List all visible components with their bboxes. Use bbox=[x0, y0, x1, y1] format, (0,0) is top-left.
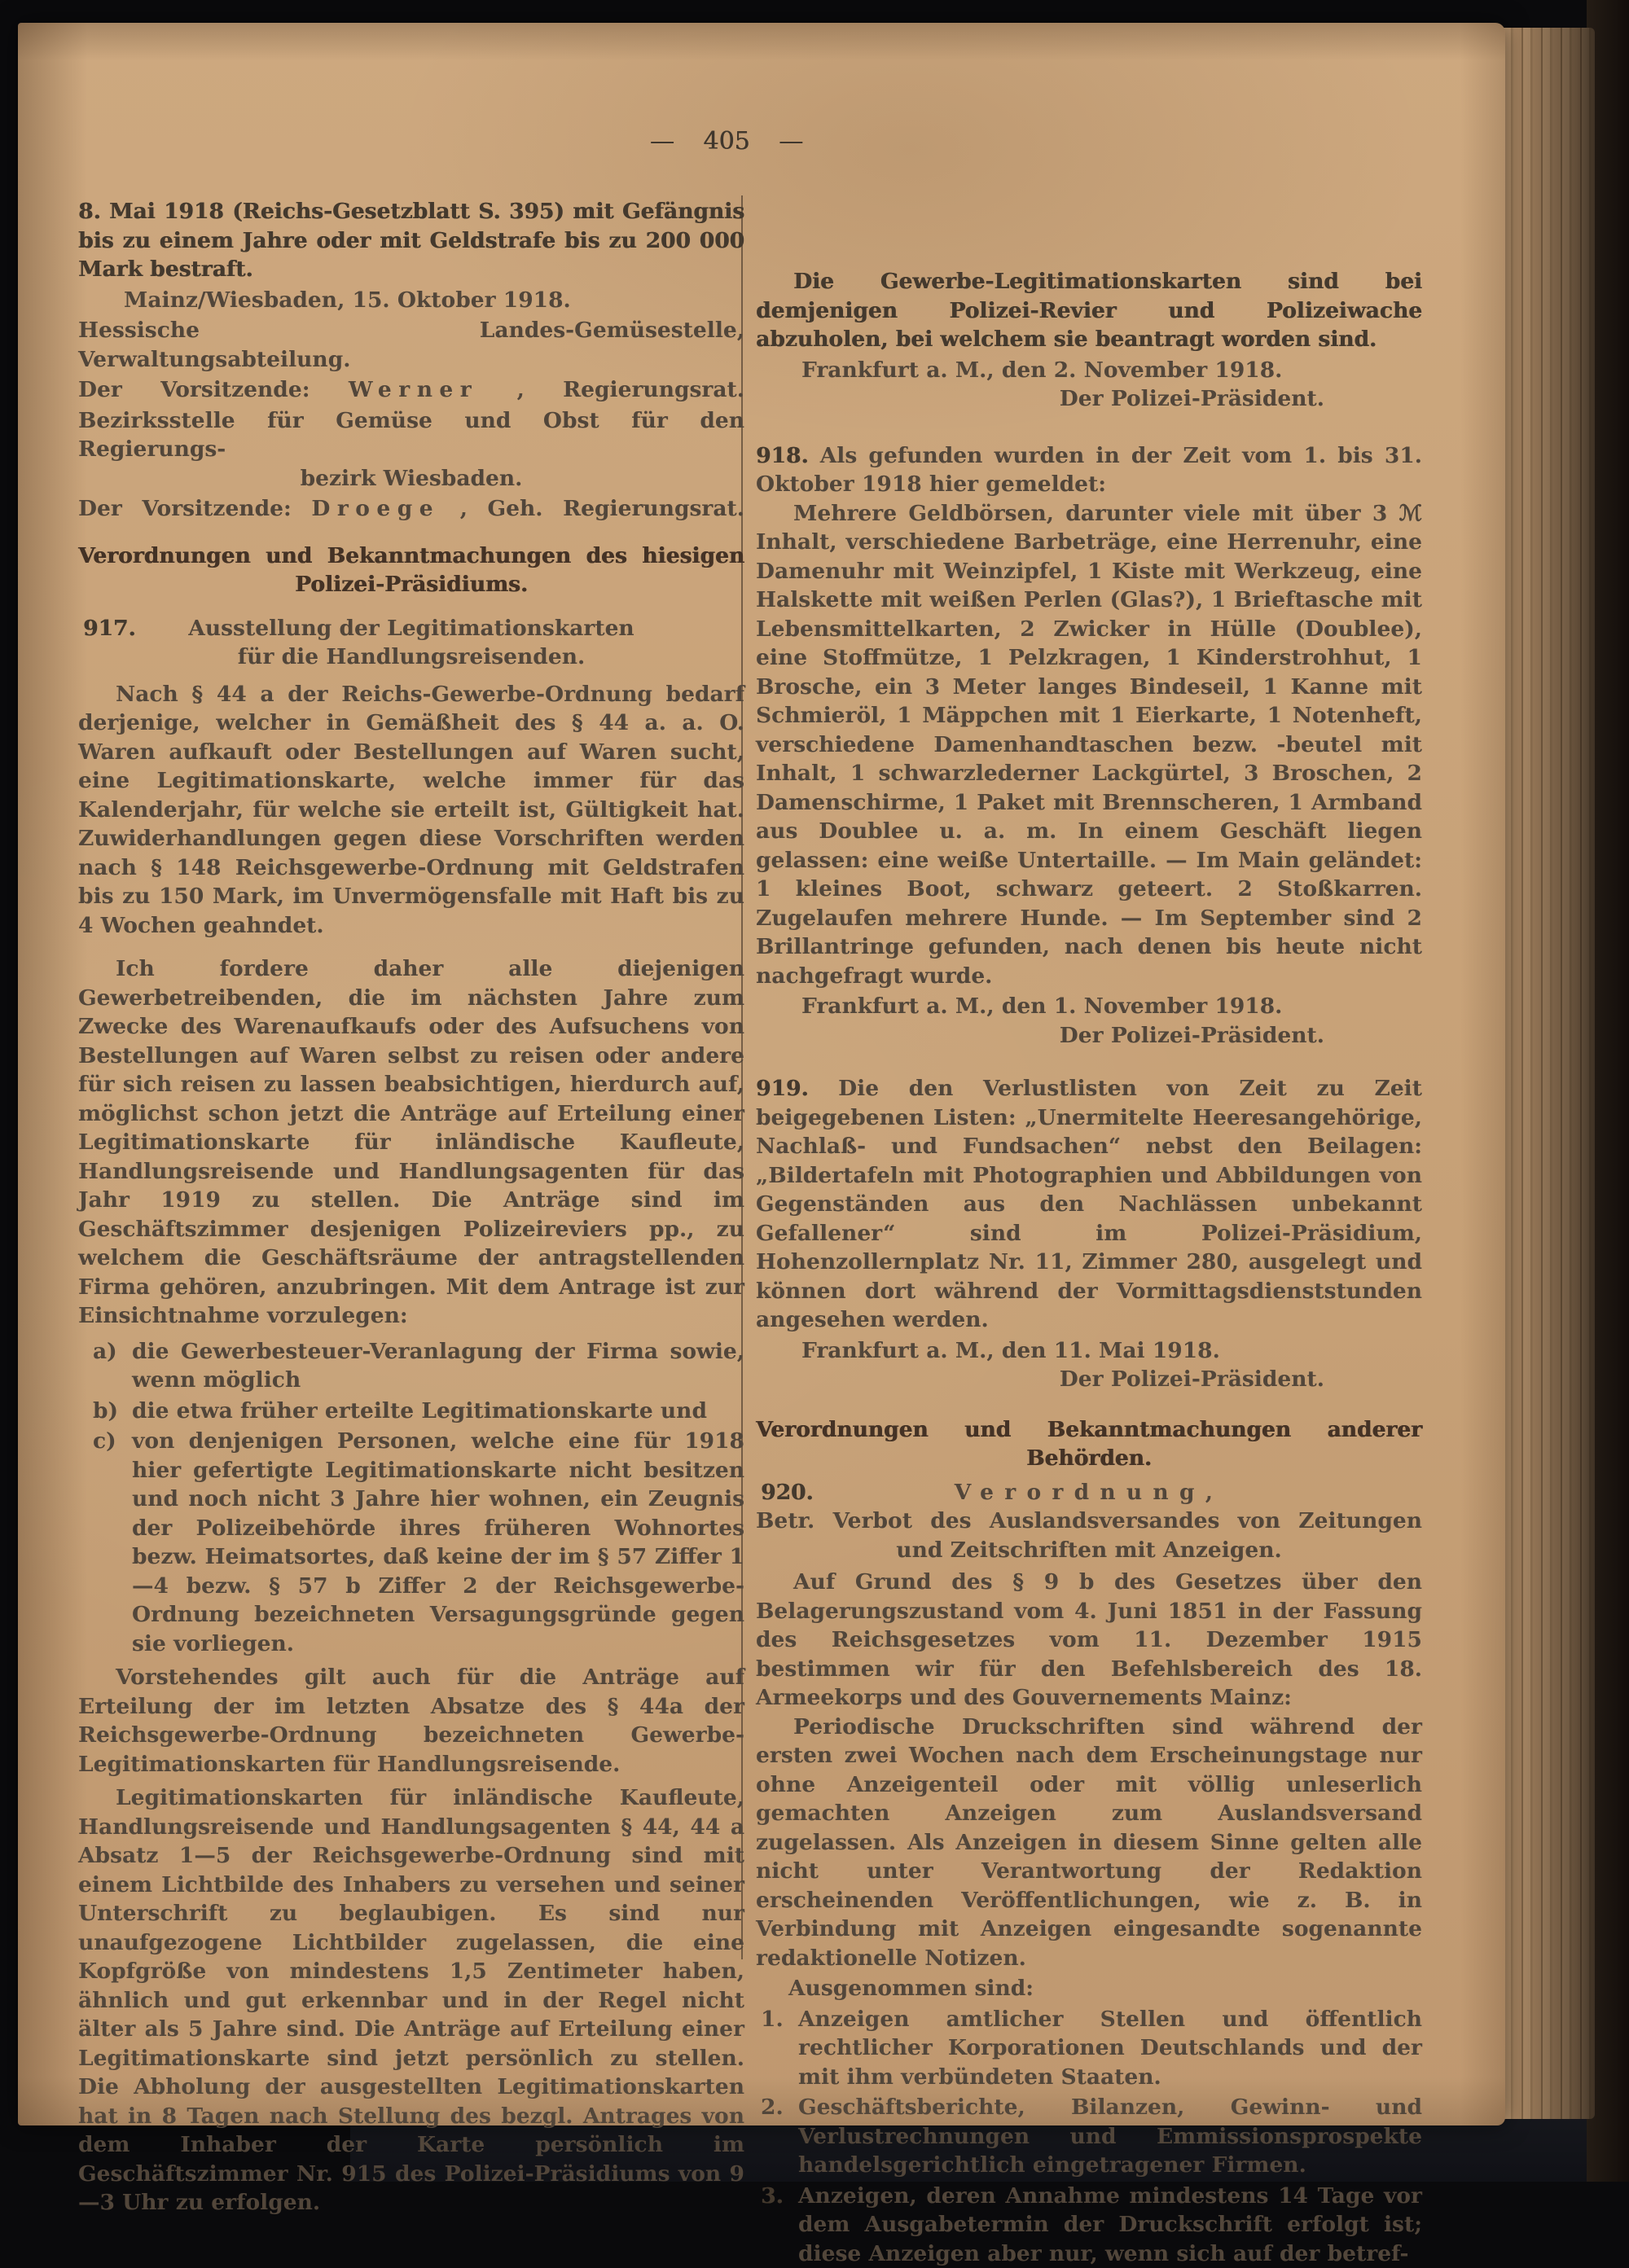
dateline-mainz: Mainz/Wiesbaden, 15. Oktober 1918. bbox=[78, 286, 744, 315]
item-917-paragraph-3: Vorstehendes gilt auch für die Anträge auf Erteilung der im letzten Absatze des § 44a der Reichsgewerbe-Ordnung bezeichneten Gewerbe-Legitimationskarten für Handlungsreisende. bbox=[78, 1663, 744, 1779]
item-920-number: 920. bbox=[761, 1478, 814, 1507]
item-917-paragraph-1: Nach § 44 a der Reichs-Gewerbe-Ordnung bedarf derjenige, welcher in Gemäßheit des § 44 a. a. O. Waren aufkauft oder Bestellungen auf Waren sucht, eine Legitimationskarte, welche immer für das Kalenderjahr, für welche sie erteilt ist, Gültigkeit hat. Zuwiderhandlungen gegen diese Vorschriften werden nach § 148 Reichsgewerbe-Ordnung mit Geldstrafen bis zu 150 Mark, im Unvermögensfalle mit Haft bis zu 4 Wochen geahndet. bbox=[78, 680, 744, 941]
item-920-header bbox=[756, 1478, 1422, 1507]
list-item-a bbox=[78, 1337, 744, 1395]
item-920-paragraph-a: Auf Grund des § 9 b des Gesetzes über den Belagerungszustand vom 4. Juni 1851 in der Fassung des Reichsgesetzes vom 11. Dezember 1915 bestimmen wir für den Befehlsbereich des 18. Armeekorps und des Gouvernements Mainz: bbox=[756, 1568, 1422, 1713]
exemption-marker: 1. bbox=[761, 2005, 784, 2034]
signature-werner bbox=[78, 375, 744, 405]
signature-polizei-praesident-1: Der Polizei-Präsident. bbox=[756, 384, 1422, 414]
exemption-item-3 bbox=[756, 2182, 1422, 2268]
item-919-number: 919. bbox=[756, 1076, 809, 1101]
signature-prefix: Der Vorsitzende: bbox=[78, 377, 310, 402]
item-917-paragraph-2: Ich fordere daher alle diejenigen Gewerbetreibenden, die im nächsten Jahre zum Zwecke des Warenaufkaufs oder des Aufsuchens von Bestellungen auf Waren selbst zu reisen oder andere für sich reisen zu lassen beabsichtigen, hierdurch auf, möglichst schon jetzt die Anträge auf Erteilung einer Legitimationskarte für inländische Kaufleute, Handlungsreisende und Handlungsagenten für das Jahr 1919 zu stellen. Die Anträge sind im Geschäftszimmer desjenigen Polizeireviers pp., zu welchem die Geschäftsräume der antragstellenden Firma gehören, anzubringen. Mit dem Antrage ist zur Einsichtnahme vorzulegen: bbox=[78, 954, 744, 1331]
item-918-intro: Als gefunden wurden in der Zeit vom 1. bis 31. Oktober 1918 hier gemeldet: bbox=[756, 443, 1422, 498]
signature-suffix: , Geh. Regierungsrat. bbox=[460, 496, 744, 521]
item-920-betr-line1: Betr. Verbot des Auslandsversandes von Zeitungen bbox=[756, 1507, 1422, 1536]
item-918-body: Mehrere Geldbörsen, darunter viele mit über 3 ℳ Inhalt, verschiedene Barbeträge, eine Herrenuhr, eine Damenuhr mit Weinzipfel, 1 Kiste mit Werkzeug, eine Halskette mit weißen Perlen (Glas?), 1 Brieftasche mit Lebensmittelkarten, 2 Zwicker in Hülle (Doublee), eine Stoffmütze, 1 Pelzkragen, 1 Kinderstrohhut, 1 Brosche, ein 3 Meter langes Bindeseil, 1 Kanne mit Schmieröl, 1 Mäppchen mit 1 Eierkarte, 1 Notenheft, verschiedene Damenhandtaschen bezw. -beutel mit Inhalt, 1 schwarzlederner Lackgürtel, 3 Broschen, 2 Damenschirme, 1 Paket mit Brennscheren, 1 Armband aus Doublee u. a. m. In einem Geschäft liegen gelassen: eine weiße Untertaille. — Im Main geländet: 1 kleines Boot, schwarz geteert. 2 Stoßkarren. Zugelaufen mehrere Hunde. — Im September sind 2 Brillantringe gefunden, nach denen bis heute nicht nachgefragt wurde. bbox=[756, 499, 1422, 991]
list-item-c bbox=[78, 1427, 744, 1658]
item-917-title-line1: Ausstellung der Legitimationskarten bbox=[78, 614, 744, 643]
signature-prefix: Der Vorsitzende: bbox=[78, 496, 292, 521]
item-920-paragraph-b: Periodische Druckschriften sind während der ersten zwei Wochen nach dem Erscheinungstage nur ohne Anzeigenteil oder mit völlig unleserlich gemachten Anzeigen zum Auslandsversand zugelassen. Als Anzeigen in diesem Sinne gelten alle nicht unter Verantwortung der Redaktion erscheinenden Veröffentlichungen, wie z. B. in Verbindung mit Anzeigen eingesandte sogenannte redaktionelle Notizen. bbox=[756, 1713, 1422, 1973]
signature-polizei-praesident-3: Der Polizei-Präsident. bbox=[756, 1365, 1422, 1394]
section-heading-andere-behoerden bbox=[756, 1415, 1422, 1473]
item-917-paragraph-4: Legitimationskarten für inländische Kaufleute, Handlungsreisende und Handlungsagenten § 44, 44 a Absatz 1—5 der Reichsgewerbe-Ordnung sind mit einem Lichtbilde des Inhabers zu versehen und seiner Unterschrift zu beglaubigen. Es sind nur unaufgezogene Lichtbilder zugelassen, die eine Kopfgröße von mindestens 1,5 Zentimeter haben, ähnlich und gut erkennbar und in der Regel nicht älter als 5 Jahre sind. Die Anträge auf Erteilung einer Legitimationskarte sind jetzt persönlich zu stellen. Die Abholung der ausgestellten Legitimationskarten hat in 8 Tagen nach Stellung des bezgl. Antrages von dem Inhaber der Karte persönlich im Geschäftszimmer Nr. 915 des Polizei-Präsidiums von 9—3 Uhr zu erfolgen. bbox=[78, 1783, 744, 2218]
dateline-frankfurt-2-nov: Frankfurt a. M., den 2. November 1918. bbox=[756, 356, 1422, 385]
pickup-paragraph: Die Gewerbe-Legitimationskarten sind bei demjenigen Polizei-Revier und Polizeiwache abzuholen, bei welchem sie beantragt worden sind. bbox=[756, 267, 1422, 354]
section-heading-line1: Verordnungen und Bekanntmachungen des hiesigen bbox=[78, 542, 744, 571]
right-column bbox=[756, 267, 1422, 2268]
item-917-header bbox=[78, 614, 744, 672]
book-page-edges bbox=[1504, 28, 1595, 2119]
list-item-b bbox=[78, 1397, 744, 1426]
exemption-marker: 3. bbox=[761, 2182, 784, 2211]
item-917-title-line2: für die Handlungsreisenden. bbox=[78, 643, 744, 672]
exemption-item-2 bbox=[756, 2093, 1422, 2180]
exemptions-label: Ausgenommen sind: bbox=[756, 1974, 1422, 2003]
item-920-title: Verordnung, bbox=[756, 1478, 1422, 1507]
list-text: von denjenigen Personen, welche eine für 1918 hier gefertigte Legitimationskarte nicht besitzen und noch nicht 3 Jahre hier wohnen, ein Zeugnis der Polizeibehörde ihres früheren Wohnortes bezw. Heimatsortes, daß keine der im § 57 Ziffer 1—4 bezw. § 57 b Ziffer 2 der Reichsgewerbe-Ordnung bezeichneten Versagungsgründe gegen sie vorliegen. bbox=[132, 1427, 744, 1658]
item-919 bbox=[756, 1074, 1422, 1335]
list-marker: c) bbox=[93, 1427, 116, 1456]
signature-name: Droege bbox=[311, 496, 440, 521]
item-918 bbox=[756, 441, 1422, 499]
list-marker: a) bbox=[93, 1337, 117, 1367]
signature-name: Werner bbox=[349, 377, 478, 402]
exemption-text: Geschäftsberichte, Bilanzen, Gewinn- und Verlustrechnungen und Emmissionsprospekte handelsgerichtlich eingetragener Firmen. bbox=[798, 2093, 1422, 2180]
dateline-frankfurt-1-nov: Frankfurt a. M., den 1. November 1918. bbox=[756, 992, 1422, 1021]
org-line-bezirksstelle: Bezirksstelle für Gemüse und Obst für den Regierungs- bbox=[78, 406, 744, 464]
org-line-gemuesestelle: Hessische Landes-Gemüsestelle, Verwaltungsabteilung. bbox=[78, 316, 744, 374]
item-919-body: Die den Verlustlisten von Zeit zu Zeit beigegebenen Listen: „Unermitelte Heeresangehörige, Nachlaß- und Fundsachen“ nebst den Beilagen: „Bildertafeln mit Photographien und Abbildungen von Gegenständen aus den Nachlässen unbekannt Gefallener“ sind im Polizei-Präsidium, Hohenzollernplatz Nr. 11, Zimmer 280, ausgelegt und können dort während der Vormittagsdienststunden angesehen werden. bbox=[756, 1076, 1422, 1332]
signature-droege bbox=[78, 494, 744, 524]
carryover-paragraph: 8. Mai 1918 (Reichs-Gesetzblatt S. 395) mit Gefängnis bis zu einem Jahre oder mit Geldstrafe bis zu 200 000 Mark bestraft. bbox=[78, 197, 744, 284]
signature-suffix: , Regierungsrat. bbox=[517, 377, 744, 402]
exemption-text: Anzeigen amtlicher Stellen und öffentlich rechtlicher Korporationen Deutschlands und der mit ihm verbündeten Staaten. bbox=[798, 2005, 1422, 2092]
section2-line1: Verordnungen und Bekanntmachungen anderer bbox=[756, 1415, 1422, 1445]
dateline-frankfurt-11-mai: Frankfurt a. M., den 11. Mai 1918. bbox=[756, 1336, 1422, 1366]
item-920-betr-line2: und Zeitschriften mit Anzeigen. bbox=[756, 1536, 1422, 1565]
exemption-text: Anzeigen, deren Annahme mindestens 14 Tage vor dem Ausgabetermin der Druckschrift erfolgt ist; diese Anzeigen aber nur, wenn sich auf der betref- bbox=[798, 2182, 1422, 2268]
exemption-marker: 2. bbox=[761, 2093, 784, 2122]
section2-line2: Behörden. bbox=[756, 1444, 1422, 1473]
scanned-page bbox=[18, 23, 1505, 2125]
item-917-number: 917. bbox=[83, 614, 136, 643]
section-heading-line2: Polizei-Präsidiums. bbox=[78, 570, 744, 599]
signature-polizei-praesident-2: Der Polizei-Präsident. bbox=[756, 1021, 1422, 1051]
org-line-bezirk-wiesbaden: bezirk Wiesbaden. bbox=[78, 464, 744, 494]
list-text: die etwa früher erteilte Legitimationskarte und bbox=[132, 1397, 744, 1426]
section-heading-polizei-praesidium bbox=[78, 542, 744, 599]
exemption-item-1 bbox=[756, 2005, 1422, 2092]
list-text: die Gewerbesteuer-Veranlagung der Firma sowie, wenn möglich bbox=[132, 1337, 744, 1395]
left-column bbox=[78, 197, 744, 2218]
page-number: — 405 — bbox=[441, 127, 1012, 156]
list-marker: b) bbox=[93, 1397, 118, 1426]
item-918-number: 918. bbox=[756, 443, 809, 468]
